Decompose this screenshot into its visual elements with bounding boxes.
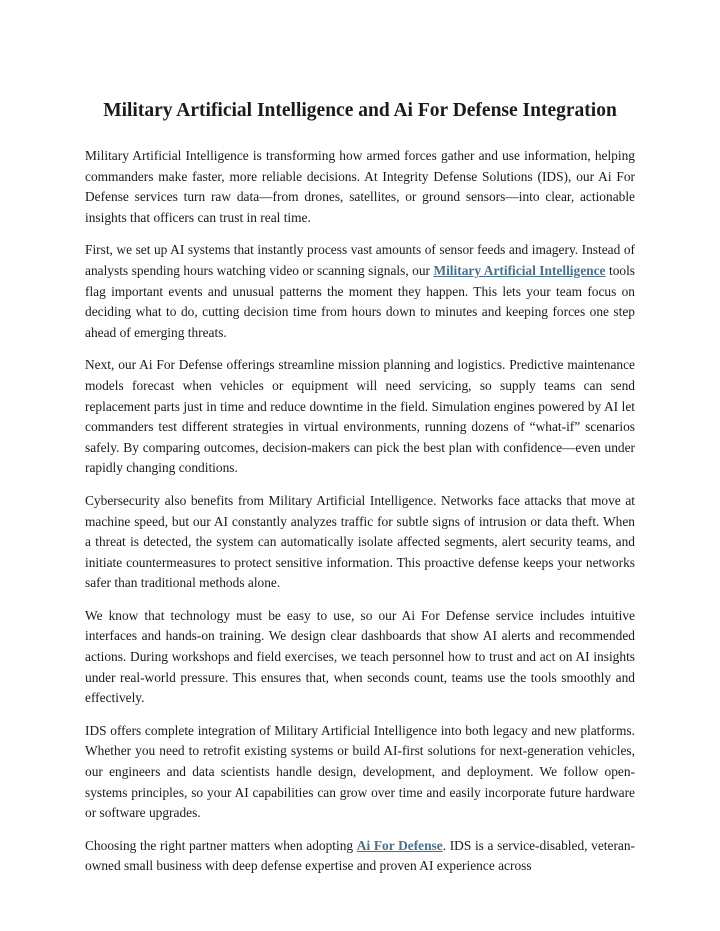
paragraph-training: We know that technology must be easy to use, so our Ai For Defense service includes intuitive interfaces and hands-on training. We design clear dashboards that show AI alerts and recommended actions. During workshops and field exercises, we teach personnel how to trust and act on AI insights under real-world pressure. This ensures that, when seconds count, teams use the tools smoothly and effectively. xyxy=(85,607,635,706)
military-ai-link[interactable]: Military Artificial Intelligence xyxy=(433,262,606,278)
paragraph-cybersecurity: Cybersecurity also benefits from Military Artificial Intelligence. Networks face attacks that move at machine speed, but our AI constantly analyzes traffic for subtle signs of intrusion or data theft. When a threat is detected, the system can automatically isolate affected segments, alert security teams, and initiate countermeasures to protect sensitive information. This proactive defense keeps your networks safer than traditional methods alone. xyxy=(85,492,635,591)
paragraph-intro: Military Artificial Intelligence is transforming how armed forces gather and use information, helping commanders make faster, more reliable decisions. At Integrity Defense Solutions (IDS), our Ai For Defense services turn raw data—from drones, satellites, or ground sensors—into clear, actionable insights that officers can trust in real time. xyxy=(85,148,635,225)
document-page xyxy=(85,98,635,889)
ai-for-defense-link[interactable]: Ai For Defense xyxy=(356,837,443,853)
document-title: Military Artificial Intelligence and Ai For Defense Integration xyxy=(103,100,617,121)
paragraph-sensor-processing xyxy=(85,240,635,343)
paragraph-text: . IDS is a service-disabled, veteran-owned small business with deep defense expertise and proven AI experience across xyxy=(85,837,635,874)
paragraph-text: tools flag important events and unusual patterns the moment they happen. This lets your team focus on deciding what to do, cutting decision time from hours down to minutes and keeping forces one step ahead of emerging threats. xyxy=(85,262,636,340)
paragraph-partner xyxy=(85,836,635,877)
paragraph-integration: IDS offers complete integration of Military Artificial Intelligence into both legacy and new platforms. Whether you need to retrofit existing systems or build AI-first solutions for next-generation vehicles, our engineers and data scientists handle design, development, and deployment. We follow open-systems principles, so your AI capabilities can grow over time and easily incorporate future hardware or software upgrades. xyxy=(85,722,635,821)
paragraph-text: Choosing the right partner matters when adopting xyxy=(85,837,357,853)
paragraph-mission-planning: Next, our Ai For Defense offerings streamline mission planning and logistics. Predictive maintenance models forecast when vehicles or equipment will need servicing, so supply teams can send replacement parts just in time and reduce downtime in the field. Simulation engines powered by AI let commanders test different strategies in virtual environments, running dozens of “what-if” scenarios safely. By comparing outcomes, decision-makers can pick the best plan with confidence—even under rapidly changing conditions. xyxy=(85,357,635,476)
paragraph-text: First, we set up AI systems that instantly process vast amounts of sensor feeds and imagery. Instead of analysts spending hours watching video or scanning signals, our xyxy=(85,242,635,278)
